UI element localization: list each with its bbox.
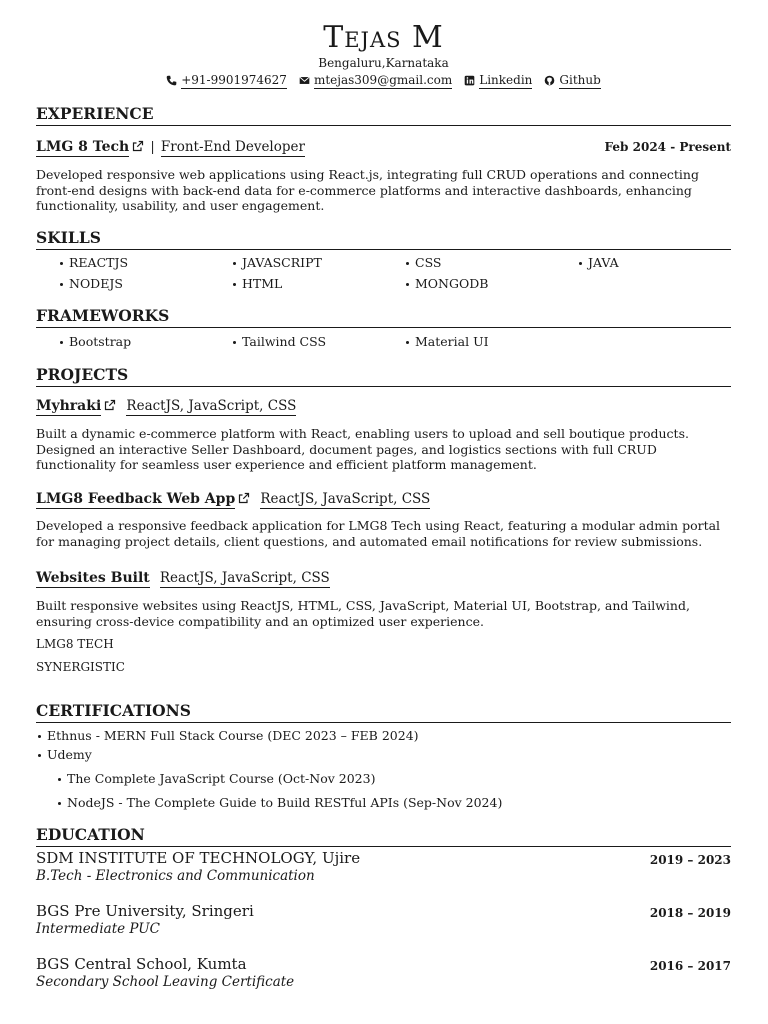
certification-sub-label: NodeJS - The Complete Guide to Build RESTful APIs (Sep-Nov 2024): [67, 795, 503, 810]
skill-item: [233, 252, 322, 273]
education-dates: 2016 – 2017: [649, 959, 731, 973]
company-link[interactable]: [36, 139, 129, 157]
certification-item: [36, 728, 731, 744]
section-projects: PROJECTS: [36, 365, 731, 387]
certification-label: Udemy: [47, 747, 92, 762]
phone-text: +91-9901974627: [181, 73, 287, 87]
section-frameworks: FRAMEWORKS: [36, 306, 731, 328]
experience-dates: Feb 2024 - Present: [604, 140, 731, 154]
school-name: SDM INSTITUTE OF TECHNOLOGY, Ujire: [36, 849, 361, 867]
skill-label: MONGODB: [415, 276, 489, 291]
section-certifications: CERTIFICATIONS: [36, 701, 731, 723]
skill-label: CSS: [415, 255, 442, 270]
bullet-icon: [406, 341, 409, 344]
education-entry: [36, 903, 731, 921]
skill-label: JAVA: [588, 255, 619, 270]
linkedin-icon: [464, 75, 475, 86]
framework-label: Tailwind CSS: [242, 334, 327, 349]
skill-item: [406, 273, 488, 294]
framework-item: [60, 331, 131, 352]
bullet-icon: [406, 283, 409, 286]
website-link-lmg8[interactable]: LMG8 TECH: [36, 637, 114, 651]
framework-label: Material UI: [415, 334, 489, 349]
skill-item: [60, 252, 128, 273]
project-link[interactable]: [36, 491, 235, 509]
linkedin-text: Linkedin: [479, 73, 533, 87]
project-name: LMG8 Feedback Web App: [36, 491, 236, 507]
project-header-myhraki: [36, 398, 731, 415]
experience-description: Developed responsive web applications using React.js, integrating full CRUD operations and connecting front-end designs with back-end data for e-commerce platforms and interactive dashboards, enhancing functionality, usability, and user engagement.: [36, 167, 699, 213]
project-stack: ReactJS, JavaScript, CSS: [126, 398, 297, 414]
education-dates: 2018 – 2019: [649, 906, 731, 920]
company-name: LMG 8 Tech: [36, 139, 130, 155]
project-name: Websites Built: [36, 570, 150, 586]
skill-item: [60, 273, 123, 294]
bullet-icon: [60, 341, 63, 344]
website-link-synergistic[interactable]: SYNERGISTIC: [36, 660, 125, 674]
github-text: Github: [559, 73, 601, 87]
email-text: mtejas309@gmail.com: [313, 73, 453, 87]
certification-subitem: [58, 795, 731, 811]
candidate-name: Tejas M: [323, 20, 444, 55]
project-name: Myhraki: [36, 398, 102, 414]
framework-item: [406, 331, 489, 352]
certification-label: Ethnus - MERN Full Stack Course (DEC 2023 – FEB 2024): [47, 728, 419, 743]
school-name: BGS Pre University, Sringeri: [36, 902, 254, 920]
github-icon: [544, 75, 555, 86]
section-education: EDUCATION: [36, 825, 731, 847]
bullet-icon: [233, 262, 236, 265]
bullet-icon: [579, 262, 582, 265]
job-role: Front-End Developer: [160, 139, 305, 155]
project-stack: ReactJS, JavaScript, CSS: [159, 570, 330, 586]
degree-name: Intermediate PUC: [36, 921, 160, 937]
project-header-feedback: [36, 491, 731, 508]
certification-sub-label: The Complete JavaScript Course (Oct-Nov 2023): [67, 771, 376, 786]
external-link-icon[interactable]: [104, 399, 116, 411]
degree-name: B.Tech - Electronics and Communication: [36, 868, 315, 884]
project-link[interactable]: [36, 570, 150, 588]
external-link-icon[interactable]: [132, 140, 144, 152]
github-link[interactable]: [544, 72, 600, 89]
bullet-icon: [58, 802, 61, 805]
certification-item: [36, 747, 731, 763]
project-description: Developed a responsive feedback application for LMG8 Tech using React, featuring a modular admin portal for managing project details, client questions, and automated email notifications for review submissions.: [36, 518, 721, 549]
separator: |: [150, 140, 155, 155]
skill-label: REACTJS: [69, 255, 129, 270]
phone-icon: [166, 75, 177, 86]
education-entry: [36, 850, 731, 868]
linkedin-link[interactable]: [464, 72, 532, 89]
degree-name: Secondary School Leaving Certificate: [36, 974, 295, 990]
project-description: Built a dynamic e-commerce platform with React, enabling users to upload and sell boutique products. Designed an interactive Seller Dashboard, document pages, and logistics sections with full CRUD functionality for seamless user experience and efficient platform management.: [36, 426, 689, 472]
email-link[interactable]: [299, 72, 452, 89]
bullet-icon: [58, 778, 61, 781]
school-name: BGS Central School, Kumta: [36, 955, 247, 973]
external-link-icon[interactable]: [238, 492, 250, 504]
section-experience: EXPERIENCE: [36, 104, 731, 126]
framework-item: [233, 331, 326, 352]
bullet-icon: [233, 283, 236, 286]
skill-item: [406, 252, 441, 273]
framework-label: Bootstrap: [69, 334, 132, 349]
bullet-icon: [38, 754, 41, 757]
section-skills: SKILLS: [36, 228, 731, 250]
phone-link[interactable]: [166, 72, 287, 89]
skill-label: JAVASCRIPT: [242, 255, 322, 270]
contact-bar: [36, 72, 731, 89]
skill-label: NODEJS: [69, 276, 123, 291]
project-link[interactable]: [36, 398, 101, 416]
certification-subitem: [58, 771, 731, 787]
bullet-icon: [60, 283, 63, 286]
education-entry: [36, 956, 731, 974]
skill-item: [233, 273, 282, 294]
project-description: Built responsive websites using ReactJS, HTML, CSS, JavaScript, Material UI, Bootstrap, and Tailwind, ensuring cross-device compatibility and an optimized user experience.: [36, 598, 690, 629]
experience-row: [36, 139, 731, 156]
location: Bengaluru,Karnataka: [318, 56, 449, 70]
project-header-websites: [36, 570, 731, 587]
envelope-icon: [299, 75, 310, 86]
skill-item: [579, 252, 619, 273]
skill-label: HTML: [242, 276, 283, 291]
bullet-icon: [406, 262, 409, 265]
bullet-icon: [60, 262, 63, 265]
bullet-icon: [38, 735, 41, 738]
project-stack: ReactJS, JavaScript, CSS: [260, 491, 431, 507]
bullet-icon: [233, 341, 236, 344]
education-dates: 2019 – 2023: [649, 853, 731, 867]
